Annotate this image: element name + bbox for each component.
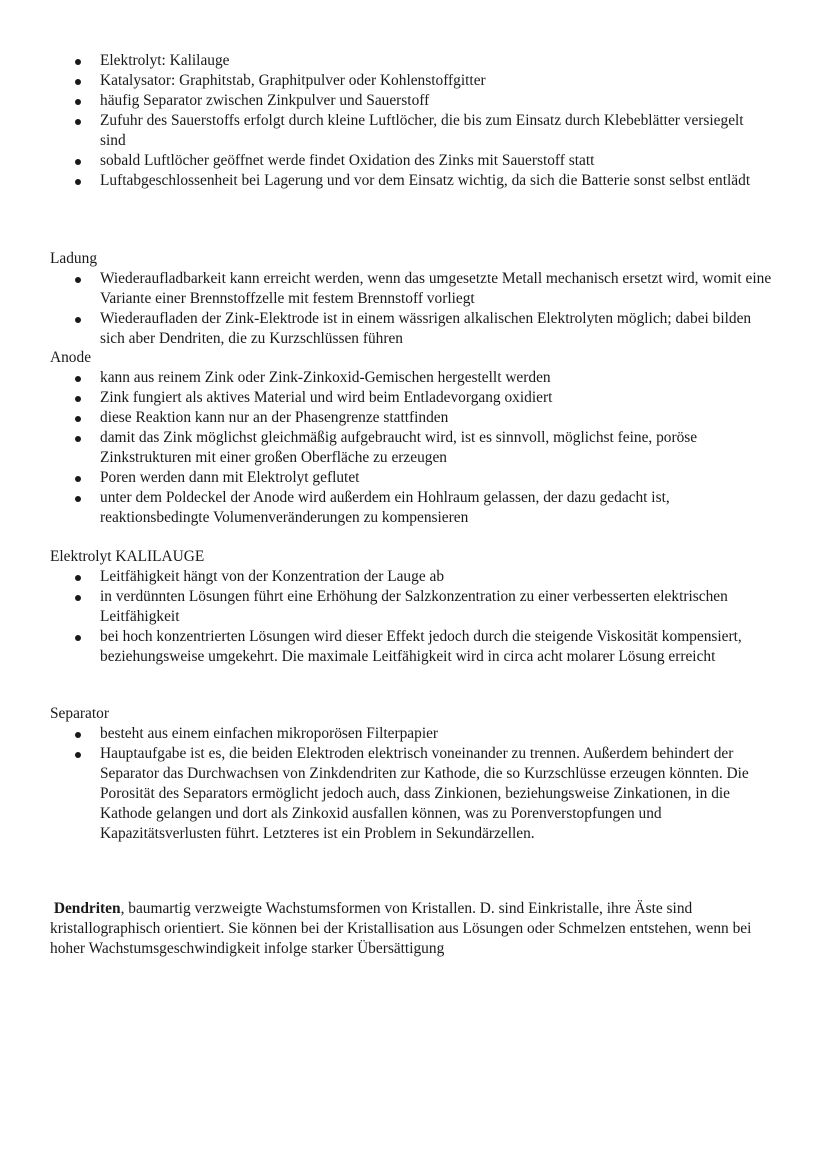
separator-bullet-list	[72, 724, 772, 844]
section-heading-separator: Separator	[50, 705, 109, 722]
list-item: häufig Separator zwischen Zinkpulver und Sauerstoff	[72, 91, 772, 111]
list-item: in verdünnten Lösungen führt eine Erhöhung der Salzkonzentration zu einer verbesserten elektrischen Leitfähigkeit	[72, 587, 772, 627]
list-item: Wiederaufladbarkeit kann erreicht werden, wenn das umgesetzte Metall mechanisch ersetzt wird, womit eine Variante einer Brennstoffzelle mit festem Brennstoff vorliegt	[72, 269, 772, 309]
elektrolyt-bullet-list	[72, 567, 772, 667]
section-heading-ladung: Ladung	[50, 250, 98, 267]
list-item: bei hoch konzentrierten Lösungen wird dieser Effekt jedoch durch die steigende Viskosität kompensiert, beziehungsweise umgekehrt. Die maximale Leitfähigkeit wird in circa acht molarer Lösung erreicht	[72, 627, 772, 667]
intro-bullet-list	[72, 51, 772, 191]
section-heading-anode: Anode	[50, 349, 92, 366]
ladung-bullet-list	[72, 269, 772, 349]
list-item: sobald Luftlöcher geöffnet werde findet Oxidation des Zinks mit Sauerstoff statt	[72, 151, 772, 171]
list-item: Wiederaufladen der Zink-Elektrode ist in einem wässrigen alkalischen Elektrolyten möglich; dabei bilden sich aber Dendriten, die zu Kurzschlüssen führen	[72, 309, 772, 349]
list-item: kann aus reinem Zink oder Zink-Zinkoxid-Gemischen hergestellt werden	[72, 368, 772, 388]
list-item: Zufuhr des Sauerstoffs erfolgt durch kleine Luftlöcher, die bis zum Einsatz durch Klebeblätter versiegelt sind	[72, 111, 772, 151]
list-item: besteht aus einem einfachen mikroporösen Filterpapier	[72, 724, 772, 744]
section-heading-elektrolyt: Elektrolyt KALILAUGE	[50, 548, 205, 565]
anode-bullet-list	[72, 368, 772, 528]
list-item: Zink fungiert als aktives Material und wird beim Entladevorgang oxidiert	[72, 388, 772, 408]
list-item: Leitfähigkeit hängt von der Konzentration der Lauge ab	[72, 567, 772, 587]
list-item: unter dem Poldeckel der Anode wird außerdem ein Hohlraum gelassen, der dazu gedacht ist, reaktionsbedingte Volumenveränderungen zu kompensieren	[72, 488, 772, 528]
definition-term: Dendriten	[53, 900, 121, 917]
definition-text: , baumartig verzweigte Wachstumsformen von Kristallen. D. sind Einkristalle, ihre Äste sind kristallographisch orientiert. Sie können bei der Kristallisation aus Lösungen oder Schmelzen entstehen, wenn bei hoher Wachstumsgeschwindigkeit infolge starker Übersättigung	[50, 900, 752, 957]
list-item: Elektrolyt: Kalilauge	[72, 51, 772, 71]
list-item: Katalysator: Graphitstab, Graphitpulver oder Kohlenstoffgitter	[72, 71, 772, 91]
list-item: Hauptaufgabe ist es, die beiden Elektroden elektrisch voneinander zu trennen. Außerdem behindert der Separator das Durchwachsen von Zinkdendriten zur Kathode, die so Kurzschlüsse erzeugen könnten. Die Porosität des Separators ermöglicht jedoch auch, dass Zinkionen, beziehungsweise Zinkationen, in die Kathode gelangen und dort als Zinkoxid ausfallen können, was zu Porenverstopfungen und Kapazitätsverlusten führt. Letzteres ist ein Problem in Sekundärzellen.	[72, 744, 772, 844]
list-item: damit das Zink möglichst gleichmäßig aufgebraucht wird, ist es sinnvoll, möglichst feine, poröse Zinkstrukturen mit einer großen Oberfläche zu erzeugen	[72, 428, 772, 468]
list-item: Poren werden dann mit Elektrolyt geflutet	[72, 468, 772, 488]
list-item: Luftabgeschlossenheit bei Lagerung und vor dem Einsatz wichtig, da sich die Batterie sonst selbst entlädt	[72, 171, 772, 191]
definition-paragraph	[50, 899, 770, 959]
list-item: diese Reaktion kann nur an der Phasengrenze stattfinden	[72, 408, 772, 428]
